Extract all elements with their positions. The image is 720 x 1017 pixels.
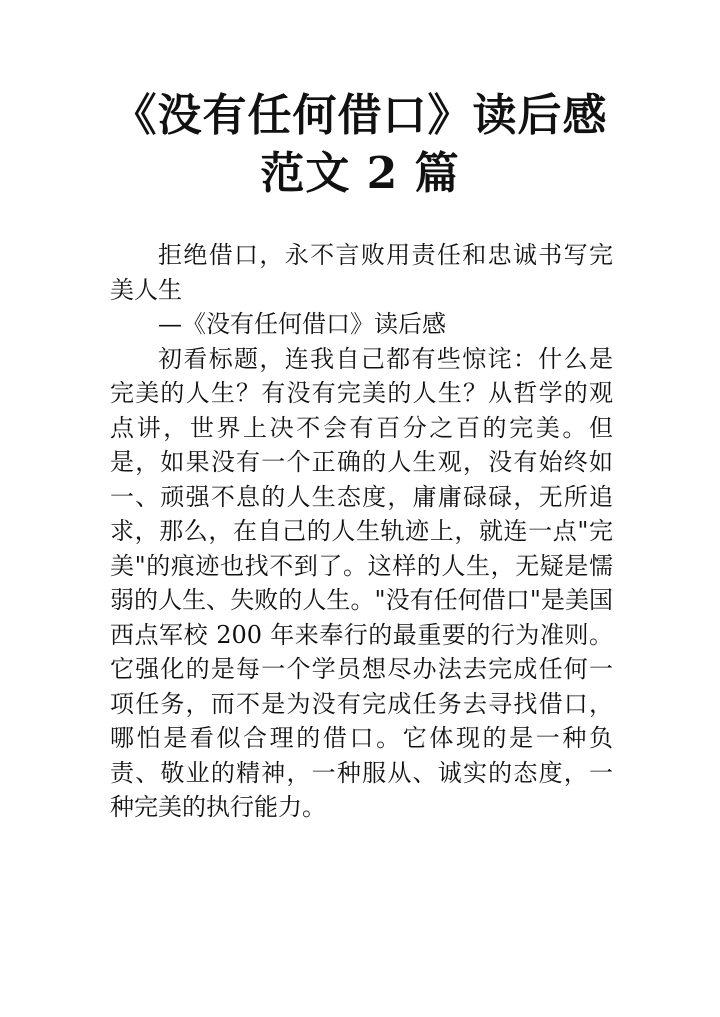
document-title-line-2: 范文 2 篇	[260, 148, 460, 199]
subtitle-paragraph: 拒绝借口，永不言败用责任和忠诚书写完美人生	[110, 241, 613, 304]
document-body	[110, 238, 613, 825]
document-title-line-1: 《没有任何借口》读后感	[112, 90, 608, 141]
body-paragraph: 初看标题，连我自己都有些惊诧：什么是完美的人生？有没有完美的人生？从哲学的观点讲，世界上决不会有百分之百的完美。但是，如果没有一个正确的人生观，没有始终如一、顽强不息的人生态度，庸庸碌碌，无所追求，那么，在自己的人生轨迹上，就连一点"完美"的痕迹也找不到了。这样的人生，无疑是懦弱的人生、失败的人生。"没有任何借口"是美国西点军校 200 年来奉行的最重要的行为准则。它强化的是每一个学员想尽办法去完成任何一项任务，而不是为没有完成任务去寻找借口，哪怕是看似合理的借口。它体现的是一种负责、敬业的精神，一种服从、诚实的态度，一种完美的执行能力。	[110, 344, 613, 821]
subtitle-dash-line: —《没有任何借口》读后感	[158, 310, 446, 338]
